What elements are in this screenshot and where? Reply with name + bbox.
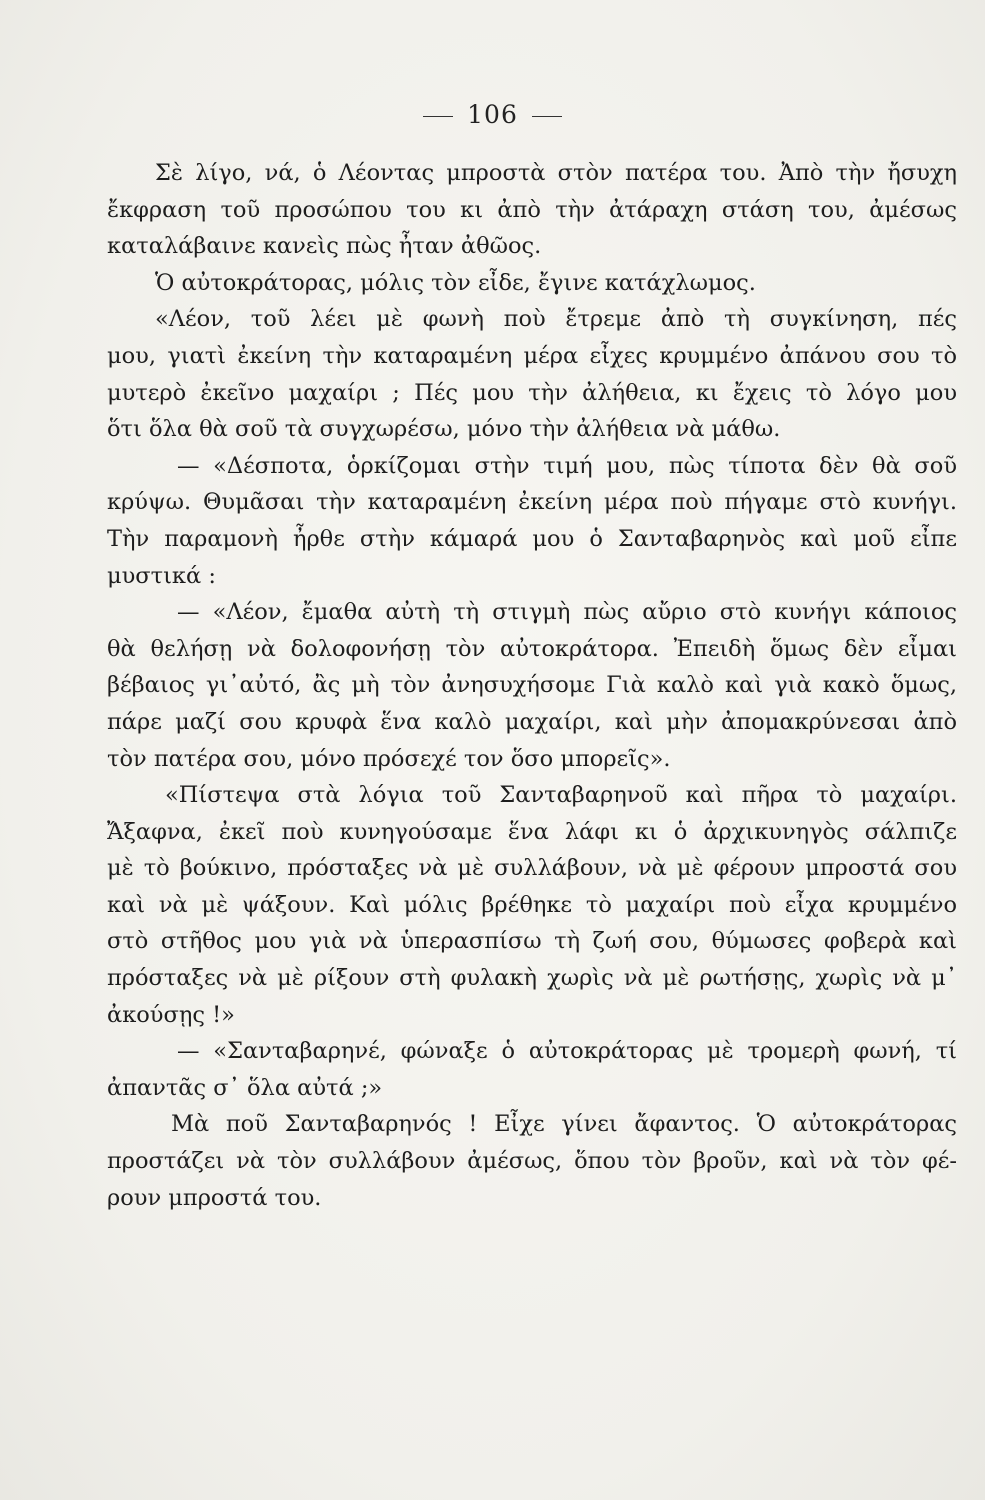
text-line: ὅτι ὅλα θὰ σοῦ τὰ συγχωρέσω, μόνο τὴν ἀλήθεια νὰ μάθω. <box>107 416 781 443</box>
text-line: μυστικά : <box>107 562 216 589</box>
text-line: ἀκούσῃς !» <box>107 1001 235 1028</box>
text-line: καταλάβαινε κανεὶς πὼς ἦταν ἀθῶος. <box>107 233 542 260</box>
text-line: «Πίστεψα στὰ λόγια τοῦ Σανταβαρηνοῦ καὶ πῆρα τὸ μαχαίρι. <box>165 782 957 809</box>
text-line: μου, γιατὶ ἐκείνη τὴν καταραμένη μέρα εἶχες κρυμμένο ἀπάνου σου τὸ <box>107 342 957 369</box>
text-line: «Λέον, τοῦ λέει μὲ φωνὴ ποὺ ἔτρεμε ἀπὸ τὴ συγκίνηση, πές <box>155 306 957 333</box>
text-line: Τὴν παραμονὴ ἦρθε στὴν κάμαρά μου ὁ Σανταβαρηνὸς καὶ μοῦ εἶπε <box>107 525 957 552</box>
text-line: — «Σανταβαρηνέ, φώναξε ὁ αὐτοκράτορας μὲ τρομερὴ φωνή, τί <box>177 1038 957 1065</box>
text-line: Ἄξαφνα, ἐκεῖ ποὺ κυνηγούσαμε ἕνα λάφι κι ὁ ἀρχικυνηγὸς σάλπιζε <box>107 818 957 845</box>
text-line: προστάζει νὰ τὸν συλλάβουν ἀμέσως, ὅπου τὸν βροῦν, καὶ νὰ τὸν φέ- <box>107 1148 957 1175</box>
text-line: πάρε μαζί σου κρυφὰ ἕνα καλὸ μαχαίρι, καὶ μὴν ἀπομακρύνεσαι ἀπὸ <box>107 708 957 735</box>
text-line: μὲ τὸ βούκινο, πρόσταξες νὰ μὲ συλλάβουν, νὰ μὲ φέρουν μπροστά σου <box>107 855 957 882</box>
page-body-text <box>107 155 957 1216</box>
text-line: πρόσταξες νὰ μὲ ρίξουν στὴ φυλακὴ χωρὶς νὰ μὲ ρωτήσῃς, χωρὶς νὰ μ᾿ <box>107 965 957 992</box>
text-line: — «Λέον, ἔμαθα αὐτὴ τὴ στιγμὴ πὼς αὔριο στὸ κυνήγι κάποιος <box>177 599 957 626</box>
text-line: στὸ στῆθος μου γιὰ νὰ ὑπερασπίσω τὴ ζωή σου, θύμωσες φοβερὰ καὶ <box>107 928 957 955</box>
text-line: ἀπαντᾶς σ᾿ ὅλα αὐτά ;» <box>107 1074 383 1101</box>
header-dash-right <box>532 116 562 117</box>
text-line: μυτερὸ ἐκεῖνο μαχαίρι ; Πές μου τὴν ἀλήθεια, κι ἔχεις τὸ λόγο μου <box>107 379 957 406</box>
page-header <box>0 100 985 129</box>
header-dash-left <box>423 116 453 117</box>
text-line: Μὰ ποῦ Σανταβαρηνός ! Εἶχε γίνει ἄφαντος. Ὁ αὐτοκράτορας <box>171 1111 957 1138</box>
page-number: 106 <box>467 100 518 129</box>
text-line: τὸν πατέρα σου, μόνο πρόσεχέ τον ὅσο μπορεῖς». <box>107 745 671 772</box>
text-line: ἔκφραση τοῦ προσώπου του κι ἀπὸ τὴν ἀτάραχη στάση του, ἀμέσως <box>107 196 957 223</box>
text-line: βέβαιος γι᾿αὐτό, ἂς μὴ τὸν ἀνησυχήσομε Γιὰ καλὸ καὶ γιὰ κακὸ ὅμως, <box>107 672 957 699</box>
text-line: — «Δέσποτα, ὁρκίζομαι στὴν τιμή μου, πὼς τίποτα δὲν θὰ σοῦ <box>177 452 957 479</box>
text-line: καὶ νὰ μὲ ψάξουν. Καὶ μόλις βρέθηκε τὸ μαχαίρι ποὺ εἶχα κρυμμένο <box>107 891 957 918</box>
text-line: Ὁ αὐτοκράτορας, μόλις τὸν εἶδε, ἔγινε κατάχλωμος. <box>155 269 756 296</box>
text-line: ρουν μπροστά του. <box>107 1184 322 1211</box>
text-line: κρύψω. Θυμᾶσαι τὴν καταραμένη ἐκείνη μέρα ποὺ πήγαμε στὸ κυνήγι. <box>107 489 957 516</box>
text-line: θὰ θελήσῃ νὰ δολοφονήσῃ τὸν αὐτοκράτορα. Ἐπειδὴ ὅμως δὲν εἶμαι <box>107 635 957 662</box>
text-line: Σὲ λίγο, νά, ὁ Λέοντας μπροστὰ στὸν πατέρα του. Ἀπὸ τὴν ἤσυχη <box>155 160 957 186</box>
